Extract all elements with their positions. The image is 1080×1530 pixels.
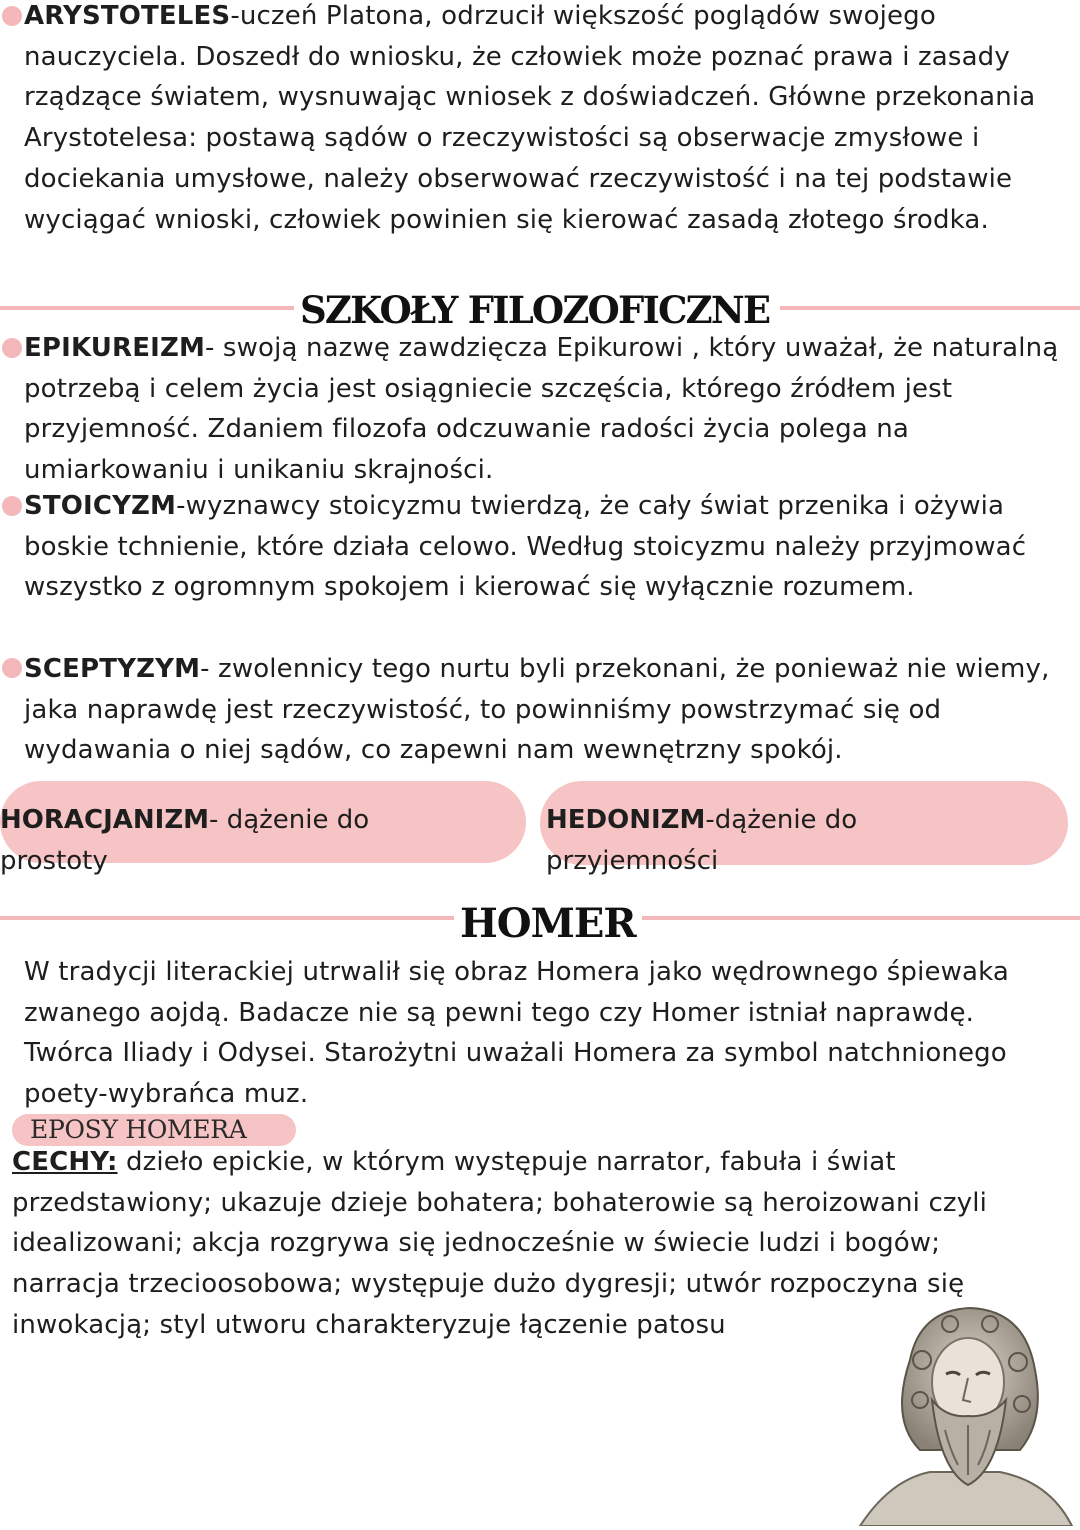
hedonism-line1 bbox=[546, 800, 857, 841]
homer-heading: HOMER bbox=[454, 898, 642, 950]
bullet-dot bbox=[2, 658, 22, 678]
hedonism-text: -dążenie do bbox=[705, 805, 858, 835]
horatianism-line1 bbox=[0, 800, 369, 841]
bullet-dot bbox=[2, 338, 22, 358]
aristotle-paragraph bbox=[24, 0, 1064, 240]
homer-rule-left bbox=[0, 916, 460, 920]
scepticism-term: SCEPTYZYM bbox=[24, 654, 201, 684]
scepticism-text: - zwolennicy tego nurtu byli przekonani, że ponieważ nie wiemy, jaka naprawdę jest rzeczywistość, to powinniśmy powstrzymać się od wydawania o niej sądów, co zapewni nam wewnętrzny spokój. bbox=[24, 654, 1050, 766]
horatianism-text: - dążenie do bbox=[209, 805, 370, 835]
section-rule-left bbox=[0, 306, 300, 310]
hedonism-term: HEDONIZM bbox=[546, 805, 706, 835]
bullet-dot bbox=[2, 6, 22, 26]
aristotle-text: -uczeń Platona, odrzucił większość poglądów swojego nauczyciela. Doszedł do wniosku, że człowiek może poznać prawa i zasady rządzące światem, wysnuwając wniosek z doświadczeń. Główne przekonania Arystotelesa: postawą sądów o rzeczywistości są obserwacje zmysłowe i dociekania umysłowe, należy obserwować rzeczywistość i na tej podstawie wyciągać wnioski, człowiek powinien się kierować zasadą złotego środka. bbox=[24, 1, 1036, 235]
stoicism-paragraph bbox=[24, 486, 1064, 608]
schools-heading: SZKOŁY FILOZOFICZNE bbox=[294, 286, 775, 334]
homer-rule-right bbox=[630, 916, 1080, 920]
epicureanism-text: - swoją nazwę zawdzięcza Epikurowi , który uważał, że naturalną potrzebą i celem życia jest osiągniecie szczęścia, którego źródłem jest przyjemność. Zdaniem filozofa odczuwanie radości życia polega na umiarkowaniu i unikaniu skrajności. bbox=[24, 333, 1059, 486]
features-label: CECHY: bbox=[12, 1147, 118, 1177]
bullet-dot bbox=[2, 496, 22, 516]
epics-tag: EPOSY HOMERA bbox=[30, 1115, 247, 1144]
scepticism-paragraph bbox=[24, 649, 1064, 771]
homer-paragraph: W tradycji literackiej utrwalił się obraz Homera jako wędrownego śpiewaka zwanego aojdą. Badacze nie są pewni tego czy Homer istniał naprawdę. Twórca Iliady i Odysei. Starożytni uważali Homera za symbol natchnionego poety-wybrańca muz. bbox=[24, 957, 1009, 1110]
stoicism-term: STOICYZM bbox=[24, 491, 177, 521]
hedonism-line2: przyjemności bbox=[546, 846, 719, 876]
horatianism-term: HORACJANIZM bbox=[0, 805, 210, 835]
aristotle-term: ARYSTOTELES bbox=[24, 1, 231, 31]
section-rule-right bbox=[780, 306, 1080, 310]
homer-bust-icon bbox=[850, 1300, 1080, 1530]
stoicism-text: -wyznawcy stoicyzmu twierdzą, że cały świat przenika i ożywia boskie tchnienie, które działa celowo. Według stoicyzmu należy przyjmować wszystko z ogromnym spokojem i kierować się wyłącznie rozumem. bbox=[24, 491, 1027, 603]
features-text: dzieło epickie, w którym występuje narrator, fabuła i świat przedstawiony; ukazuje dzieje bohatera; bohaterowie są heroizowani czyli idealizowani; akcja rozgrywa się jednocześnie w świecie ludzi i bogów; narracja trzecioosobowa; występuje dużo dygresji; utwór rozpoczyna się inwokacją; styl utworu charakteryzuje łączenie patosu bbox=[12, 1147, 987, 1340]
epicureanism-paragraph bbox=[24, 328, 1064, 491]
epicureanism-term: EPIKUREIZM bbox=[24, 333, 205, 363]
horatianism-line2: prostoty bbox=[0, 846, 108, 876]
